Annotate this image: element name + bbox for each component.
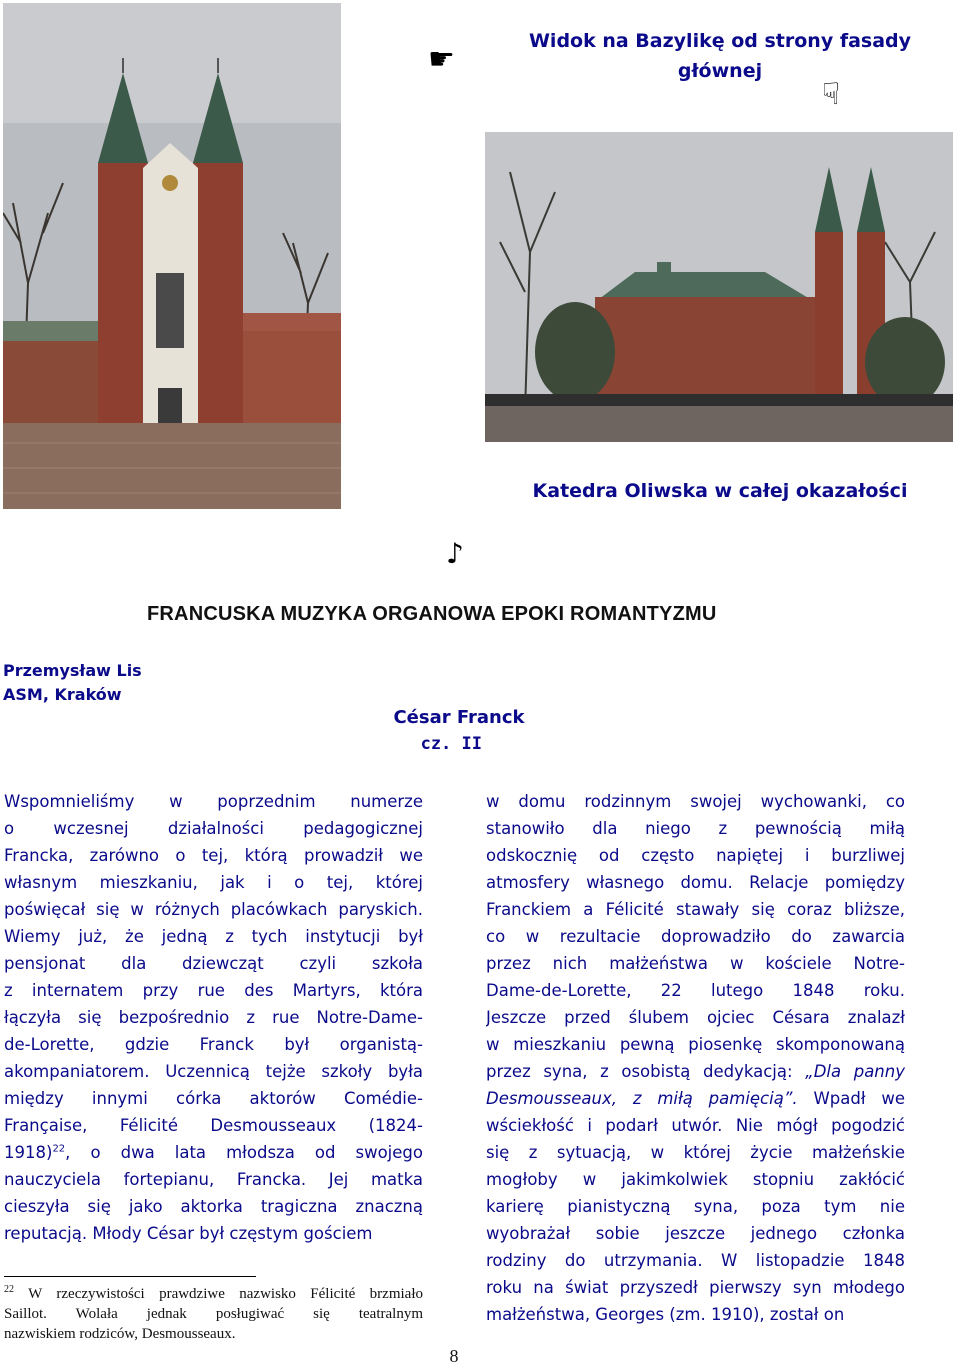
body-line: roku na świat przyszedł pierwszy syn młodego xyxy=(486,1278,905,1297)
body-line: co w rezultacie doprowadziło do zawarcia xyxy=(486,927,905,946)
body-line-with-footnote xyxy=(4,1139,423,1166)
facade-caption: Widok na Bazylikę od strony fasady głównej xyxy=(528,30,912,82)
body-line: własnym mieszkaniu, jak i o tej, której xyxy=(4,873,423,892)
body-line: poświęcał się w różnych placówkach paryskich. xyxy=(4,900,423,919)
body-line-dedication xyxy=(486,1058,905,1085)
cathedral-caption: Katedra Oliwska w całej okazałości xyxy=(532,480,908,502)
body-text: 1918) xyxy=(4,1143,53,1162)
body-line: Française, Félicité Desmousseaux (1824- xyxy=(4,1116,423,1135)
article-subtitle: César Franck xyxy=(393,707,525,728)
body-line: o wczesnej działalności pedagogicznej xyxy=(4,819,423,838)
music-note-icon: ♪ xyxy=(446,537,464,570)
body-line: nauczyciela fortepianu, Francka. Jej matka xyxy=(4,1170,423,1189)
body-line: pensjonat dla dziewcząt czyli szkoła xyxy=(4,954,423,973)
body-line: reputacją. Młody César był częstym gościem xyxy=(4,1224,373,1243)
body-line: odskocznię od często napiętej i burzliwej xyxy=(486,846,905,865)
body-text: , o dwa lata młodsza od swojego xyxy=(65,1143,423,1162)
body-line-dedication xyxy=(486,1085,905,1112)
article-title: FRANCUSKA MUZYKA ORGANOWA EPOKI ROMANTYZMU xyxy=(147,603,717,625)
body-line: akompaniatorem. Uczennicą tejże szkoły była xyxy=(4,1062,423,1081)
body-line: rodziny do utrzymania. W listopadzie 1848 xyxy=(486,1251,905,1270)
basilica-facade-photo xyxy=(3,3,341,509)
body-line: Wiemy już, że jedną z tych instytucji był xyxy=(4,927,423,946)
body-line: stanowiło dla niego z pewnością miłą xyxy=(486,819,905,838)
body-line: z internatem przy rue des Martyrs, która xyxy=(4,981,423,1000)
body-line: de-Lorette, gdzie Franck był organistą- xyxy=(4,1035,423,1054)
footnote-text: W rzeczywistości prawdziwe nazwisko Félicité brzmiało xyxy=(14,1286,423,1302)
author-name: Przemysław Lis xyxy=(3,661,142,680)
body-line: w mieszkaniu pewną piosenkę skomponowaną xyxy=(486,1035,905,1054)
pointing-hand-right-icon: ☛ xyxy=(428,42,455,77)
body-line: Dame-de-Lorette, 22 lutego 1848 roku. xyxy=(486,981,905,1000)
body-line: atmosfery własnego domu. Relacje pomiędzy xyxy=(486,873,905,892)
article-part-number: cz. II xyxy=(420,734,482,754)
author-affiliation: ASM, Kraków xyxy=(3,685,122,704)
body-line: przez nich małżeństwa w kościele Notre- xyxy=(486,954,905,973)
footnote-number: 22 xyxy=(4,1284,14,1295)
page-number: 8 xyxy=(449,1346,459,1366)
footnote-line xyxy=(4,1284,423,1304)
body-line: mogłoby w jakimkolwiek stopniu zakłócić xyxy=(486,1170,905,1189)
body-column-right xyxy=(486,788,905,1328)
body-line: między innymi córka aktorów Comédie- xyxy=(4,1089,423,1108)
body-line: Franckiem a Félicité stawały się coraz bliższe, xyxy=(486,900,905,919)
dedication-text: Desmousseaux, z miłą pamięcią”. xyxy=(486,1089,798,1108)
body-line: karierę pianistyczną syna, poza tym nie xyxy=(486,1197,905,1216)
body-line: łączyła się bezpośrednio z rue Notre-Dame- xyxy=(4,1008,423,1027)
body-line: wściekłość i podarł utwór. Nie mógł pogodzić xyxy=(486,1116,905,1135)
body-line: w domu rodzinnym swojej wychowanki, co xyxy=(486,792,905,811)
footnote-line: Saillot. Wolała jednak posługiwać się teatralnym xyxy=(4,1306,423,1322)
body-column-left xyxy=(4,788,423,1247)
body-line: Jeszcze przed ślubem ojciec Césara znalazł xyxy=(486,1008,905,1027)
pointing-hand-down-icon: ☟ xyxy=(822,77,841,112)
cathedral-photo xyxy=(485,132,953,442)
body-text: Wpadł we xyxy=(797,1089,905,1108)
footnote-separator xyxy=(4,1276,256,1277)
footnote xyxy=(4,1284,423,1344)
body-text: przez syna, z osobistą dedykacją: xyxy=(486,1062,806,1081)
body-line: małżeństwa, Georges (zm. 1910), został on xyxy=(486,1305,845,1324)
body-line: wyobrażał sobie jeszcze jednego członka xyxy=(486,1224,905,1243)
body-line: Francka, zarówno o tej, którą prowadził we xyxy=(4,846,423,865)
body-line: Wspomnieliśmy w poprzednim numerze xyxy=(4,792,423,811)
dedication-text: „Dla panny xyxy=(805,1062,905,1081)
body-line: cieszyła się jako aktorka tragiczna znaczną xyxy=(4,1197,423,1216)
body-line: się z sytuacją, w której życie małżeńskie xyxy=(486,1143,905,1162)
footnote-reference[interactable]: 22 xyxy=(52,1143,66,1155)
footnote-line: nazwiskiem rodziców, Desmousseaux. xyxy=(4,1326,236,1342)
